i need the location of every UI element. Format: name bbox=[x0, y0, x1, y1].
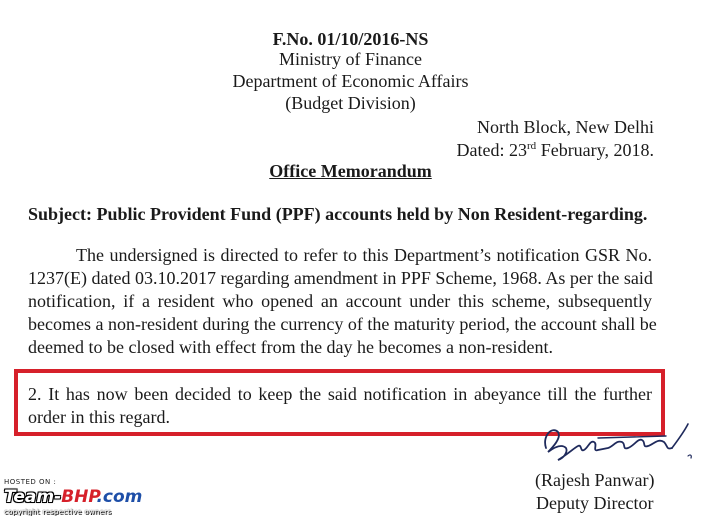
file-number: F.No. 01/10/2016-NS bbox=[272, 29, 429, 49]
watermark-logo-com: .com bbox=[96, 487, 143, 507]
document-date bbox=[457, 140, 654, 161]
paragraph-1-line: The undersigned is directed to refer to this Department’s notification GSR No. bbox=[76, 245, 652, 265]
watermark-copyright: copyright respective owners bbox=[4, 508, 112, 516]
date-suffix: rd bbox=[527, 140, 537, 152]
paragraph-1-line: notification, if a resident who opened an account under this scheme, subsequently bbox=[28, 291, 652, 311]
paragraph-1-line: 1237(E) dated 03.10.2017 regarding amendment in PPF Scheme, 1968. As per the said bbox=[28, 268, 653, 288]
paragraph-2-line: order in this regard. bbox=[28, 407, 170, 427]
paragraph-1-line: becomes a non-resident during the currency of the maturity period, the account shall be bbox=[28, 314, 657, 334]
date-prefix: Dated: 23 bbox=[456, 140, 528, 160]
ministry-name: Ministry of Finance bbox=[279, 49, 422, 69]
watermark-hosted-label: HOSTED ON : bbox=[4, 478, 57, 486]
watermark-logo-bhp: BHP bbox=[61, 487, 97, 507]
paragraph-1-line: deemed to be closed with effect from the day he becomes a non-resident. bbox=[28, 337, 553, 357]
signatory-designation: Deputy Director bbox=[536, 493, 654, 513]
subject-line: Subject: Public Provident Fund (PPF) accounts held by Non Resident-regarding. bbox=[28, 204, 648, 224]
watermark-logo bbox=[4, 487, 142, 507]
address-location: North Block, New Delhi bbox=[477, 117, 654, 137]
memo-title: Office Memorandum bbox=[269, 161, 432, 181]
signatory-name: (Rajesh Panwar) bbox=[535, 470, 655, 490]
division-name: (Budget Division) bbox=[285, 93, 416, 113]
watermark-logo-team: Team- bbox=[4, 487, 62, 507]
department-name: Department of Economic Affairs bbox=[232, 71, 469, 91]
handwritten-signature bbox=[538, 418, 698, 470]
paragraph-1 bbox=[28, 244, 657, 359]
date-rest: February, 2018. bbox=[536, 140, 654, 160]
paragraph-2-line: 2. It has now been decided to keep the said notification in abeyance till the further bbox=[28, 384, 652, 404]
